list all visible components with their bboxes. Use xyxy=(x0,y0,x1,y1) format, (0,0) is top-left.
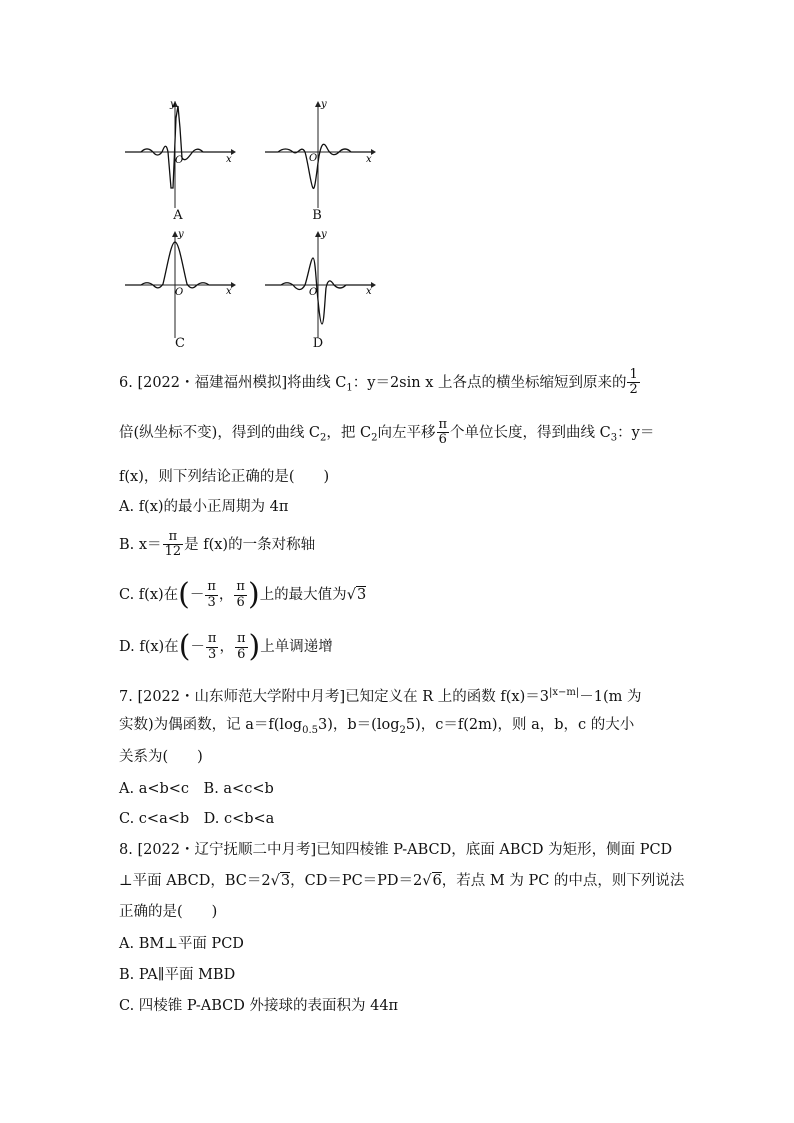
q6-option-c xyxy=(119,577,367,612)
q6-line2 xyxy=(119,418,654,448)
q8-line2-text-a: ⊥平面 ABCD，BC＝2 xyxy=(119,873,271,889)
q6-option-b-text-b: 是 f(x)的一条对称轴 xyxy=(184,536,316,553)
q6-option-c-d1: 3 xyxy=(207,594,216,610)
q8-sqrt-sign-2: √ xyxy=(422,873,432,889)
q6-option-d-text-b: 上单调递增 xyxy=(260,639,333,655)
q8-line2-text-c: ，若点 M 为 PC 的中点，则下列说法 xyxy=(441,873,685,889)
graph-a xyxy=(123,98,238,213)
q6-line2-text-b: ，把 C xyxy=(326,424,372,441)
q6-half-fraction xyxy=(627,368,639,398)
q7-line2-text-c: 5)，c＝f(2m)，则 a，b，c 的大小 xyxy=(405,717,635,733)
q7-line1 xyxy=(119,688,642,704)
q6-option-b-num: π xyxy=(163,530,184,545)
q6-line1-text-a: 6. [2022・福建福州模拟]将曲线 C xyxy=(119,374,347,391)
graph-c-plot xyxy=(123,228,238,343)
q6-option-b-fraction xyxy=(163,530,184,560)
q6-option-d-text-a: D. f(x)在 xyxy=(119,639,179,655)
q6-shift-fraction xyxy=(437,418,450,448)
q8-line2 xyxy=(119,874,684,889)
q6-half-den: 2 xyxy=(629,382,638,398)
q6-option-c-comma: ， xyxy=(218,587,234,603)
q7-line1-text-a: 7. [2022・山东师范大学附中月考]已知定义在 R 上的函数 f(x)＝3 xyxy=(119,688,549,705)
graph-c-x-label: x xyxy=(226,286,232,297)
q6-option-c-frac1 xyxy=(205,580,218,610)
graph-d xyxy=(263,228,378,343)
q7-log-base-1: 0.5 xyxy=(302,724,318,736)
q6-line1 xyxy=(119,368,641,398)
q6-line3: f(x)，则下列结论正确的是( ) xyxy=(119,469,330,485)
q6-option-d-d1: 3 xyxy=(208,646,217,662)
q6-option-c-n1: π xyxy=(207,579,216,595)
q6-line2-text-d: 个单位长度，得到曲线 C xyxy=(450,424,611,441)
q6-sub-2: 2 xyxy=(320,432,327,444)
q7-line3: 关系为( ) xyxy=(119,749,203,765)
q6-option-c-frac2 xyxy=(234,580,247,610)
q6-sub-4: 3 xyxy=(610,432,618,444)
q8-option-a: A. BM⊥平面 PCD xyxy=(119,936,244,952)
q8-option-b: B. PA∥平面 MBD xyxy=(119,967,236,983)
graph-b xyxy=(263,98,378,213)
q7-log-base-2: 2 xyxy=(399,724,406,736)
q6-option-d-d2: 6 xyxy=(237,646,246,662)
q6-line2-text-e: ：y＝ xyxy=(617,424,655,441)
q6-option-d-rparen: ) xyxy=(248,629,261,664)
q7-exponent: |x−m| xyxy=(549,687,580,698)
q6-option-d-n1: π xyxy=(207,631,217,647)
q8-line1: 8. [2022・辽宁抚顺二中月考]已知四棱锥 P-ABCD，底面 ABCD 为矩形，侧面 PCD xyxy=(119,842,673,858)
graph-d-origin-label: O xyxy=(309,287,318,298)
graph-b-plot xyxy=(263,98,378,213)
q6-option-c-sqrt-value: 3 xyxy=(356,587,367,603)
q7-line2-text-a: 实数)为偶函数，记 a＝f(log xyxy=(119,717,303,733)
q6-line2-text-c: 向左平移 xyxy=(377,424,436,441)
q6-option-c-text-a: C. f(x)在 xyxy=(119,587,179,603)
graph-b-y-label: y xyxy=(321,99,327,110)
q6-option-b-den: 12 xyxy=(164,544,182,560)
q6-sub-3: 2 xyxy=(371,432,378,444)
q6-line2-text-a: 倍(纵坐标不变)，得到的曲线 C xyxy=(119,424,321,441)
q8-sqrt-value-1: 3 xyxy=(280,873,291,889)
q8-sqrt-sign-1: √ xyxy=(270,873,280,889)
graph-b-x-label: x xyxy=(366,154,372,165)
q6-option-c-n2: π xyxy=(236,579,245,595)
q7-line1-text-b: －1(m 为 xyxy=(579,688,642,705)
graph-d-x-label: x xyxy=(366,286,372,297)
q6-shift-den: 6 xyxy=(438,432,447,448)
graph-c-label: C xyxy=(175,336,185,351)
q6-option-a: A. f(x)的最小正周期为 4π xyxy=(119,499,289,515)
q6-shift-num: π xyxy=(438,417,448,432)
q6-option-d-frac1 xyxy=(206,632,219,662)
graph-a-label: A xyxy=(173,208,183,223)
graph-b-label: B xyxy=(312,208,322,223)
graph-c-y-label: y xyxy=(178,229,184,240)
q6-option-c-minus: － xyxy=(189,587,205,603)
graph-a-y-label: y xyxy=(170,99,176,110)
q7-line2-text-b: 3)，b＝(log xyxy=(318,717,400,733)
q7-options-ab: A. a<b<c B. a<c<b xyxy=(119,781,274,797)
q8-option-c: C. 四棱锥 P-ABCD 外接球的表面积为 44π xyxy=(119,998,399,1014)
q7-line2 xyxy=(119,718,634,736)
q6-option-b xyxy=(119,530,315,560)
q6-option-c-d2: 6 xyxy=(236,594,245,610)
q6-sub-1: 1 xyxy=(346,382,353,394)
q8-sqrt-value-2: 6 xyxy=(432,873,442,889)
q6-option-d-frac2 xyxy=(235,632,248,662)
graph-c-origin-label: O xyxy=(175,287,184,298)
q8-line3: 正确的是( ) xyxy=(119,904,218,920)
q7-options-cd: C. c<a<b D. c<b<a xyxy=(119,811,275,827)
graph-b-origin-label: O xyxy=(309,153,318,164)
q6-line1-text-b: ：y＝2sin x 上各点的横坐标缩短到原来的 xyxy=(352,374,627,391)
q6-option-b-text-a: B. x＝ xyxy=(119,536,162,553)
q6-option-c-text-b: 上的最大值为 xyxy=(259,587,347,603)
q6-option-d-lparen: ( xyxy=(178,629,191,664)
graph-d-y-label: y xyxy=(321,229,327,240)
graph-d-label: D xyxy=(312,336,324,351)
graph-a-origin-label: O xyxy=(175,155,184,166)
q6-option-c-sqrt-sign: √ xyxy=(346,587,356,603)
q8-line2-text-b: ，CD＝PC＝PD＝2 xyxy=(290,873,423,889)
q6-option-c-lparen: ( xyxy=(178,577,190,612)
graph-a-x-label: x xyxy=(226,154,232,165)
q6-half-num: 1 xyxy=(629,367,638,382)
q6-option-d-n2: π xyxy=(236,631,246,647)
graph-c xyxy=(123,228,238,343)
q6-option-d xyxy=(119,629,333,664)
graph-a-plot xyxy=(123,98,238,213)
q6-option-d-comma: ， xyxy=(219,639,234,655)
q6-option-d-minus: － xyxy=(190,639,205,655)
graph-d-plot xyxy=(263,228,378,343)
q6-option-c-rparen: ) xyxy=(247,577,260,612)
